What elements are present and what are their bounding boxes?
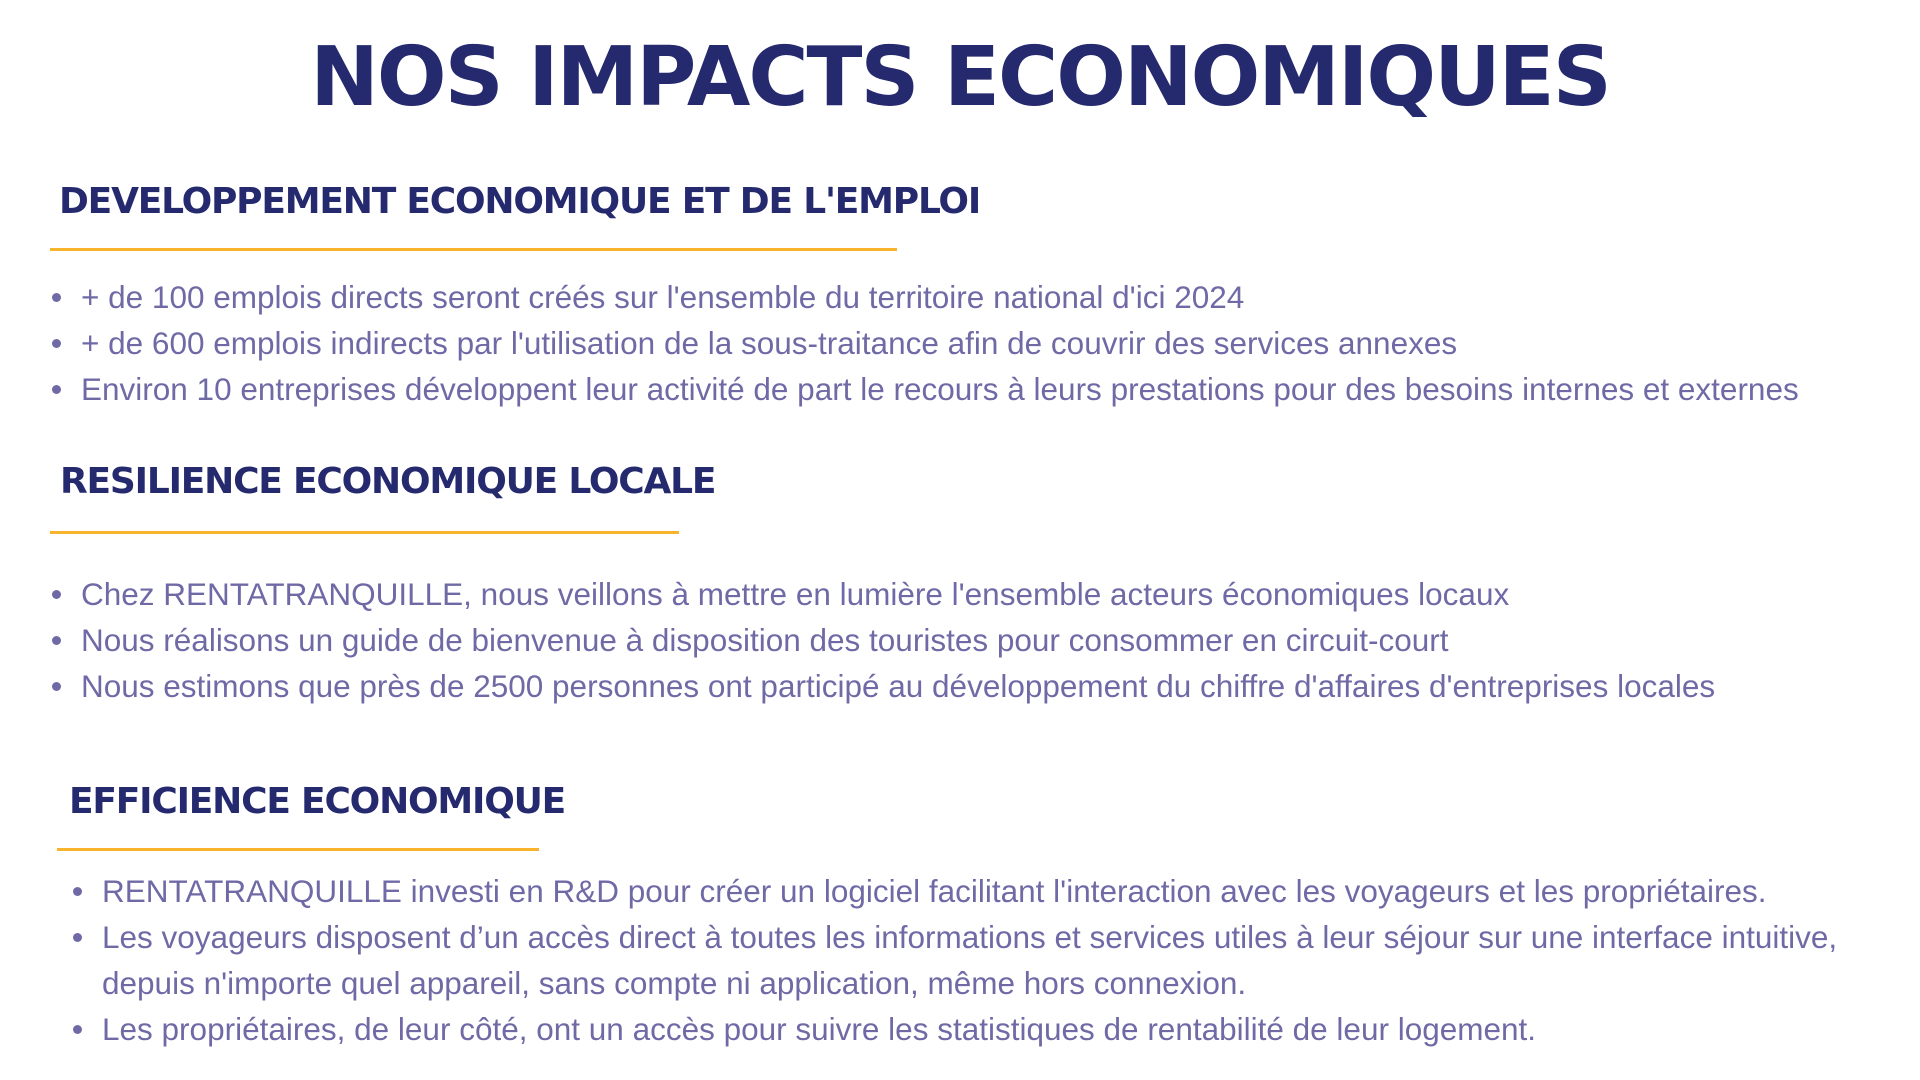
list-item: [52, 571, 1715, 617]
section-underline: [50, 531, 679, 534]
bullet-icon: [73, 887, 82, 896]
section-heading-developpement: DEVELOPPEMENT ECONOMIQUE ET DE L'EMPLOI: [59, 181, 981, 222]
list-item: [52, 274, 1799, 320]
list-item: [52, 320, 1799, 366]
section-underline: [57, 848, 539, 851]
list-item-text: Les voyageurs disposent d’un accès direct à toutes les informations et services utiles à leur séjour sur une interface intuitive, depuis n'importe quel appareil, sans compte ni application, même hors connexion.: [102, 919, 1838, 1001]
list-item: [52, 617, 1715, 663]
section-heading-efficience: EFFICIENCE ECONOMIQUE: [69, 781, 566, 822]
list-item-text: Environ 10 entreprises développent leur activité de part le recours à leurs prestations pour des besoins internes et externes: [81, 371, 1799, 407]
list-item-text: Nous réalisons un guide de bienvenue à disposition des touristes pour consommer en circuit-court: [81, 622, 1449, 658]
bullet-icon: [73, 933, 82, 942]
list-item: [73, 868, 1863, 914]
bullet-icon: [52, 385, 61, 394]
list-item-text: RENTATRANQUILLE investi en R&D pour créer un logiciel facilitant l'interaction avec les voyageurs et les propriétaires.: [102, 873, 1767, 909]
list-item-text: Chez RENTATRANQUILLE, nous veillons à mettre en lumière l'ensemble acteurs économiques locaux: [81, 576, 1510, 612]
list-item-text: Nous estimons que près de 2500 personnes ont participé au développement du chiffre d'affaires d'entreprises locales: [81, 668, 1716, 704]
list-item-text: Les propriétaires, de leur côté, ont un accès pour suivre les statistiques de rentabilité de leur logement.: [102, 1011, 1537, 1047]
bullet-icon: [52, 590, 61, 599]
bullet-icon: [73, 1025, 82, 1034]
bullet-list-efficience: [73, 868, 1863, 1052]
bullet-icon: [52, 293, 61, 302]
bullet-icon: [52, 682, 61, 691]
bullet-list-resilience: [52, 571, 1715, 709]
list-item-text: + de 600 emplois indirects par l'utilisation de la sous-traitance afin de couvrir des services annexes: [81, 325, 1458, 361]
section-heading-resilience: RESILIENCE ECONOMIQUE LOCALE: [60, 461, 716, 502]
page-title: NOS IMPACTS ECONOMIQUES: [310, 30, 1610, 125]
bullet-icon: [52, 636, 61, 645]
list-item-text: + de 100 emplois directs seront créés sur l'ensemble du territoire national d'ici 2024: [81, 279, 1245, 315]
list-item: [73, 1006, 1863, 1052]
list-item: [52, 663, 1715, 709]
section-underline: [50, 248, 897, 251]
bullet-list-developpement: [52, 274, 1799, 412]
list-item: [52, 366, 1799, 412]
list-item: [73, 914, 1852, 1006]
bullet-icon: [52, 339, 61, 348]
